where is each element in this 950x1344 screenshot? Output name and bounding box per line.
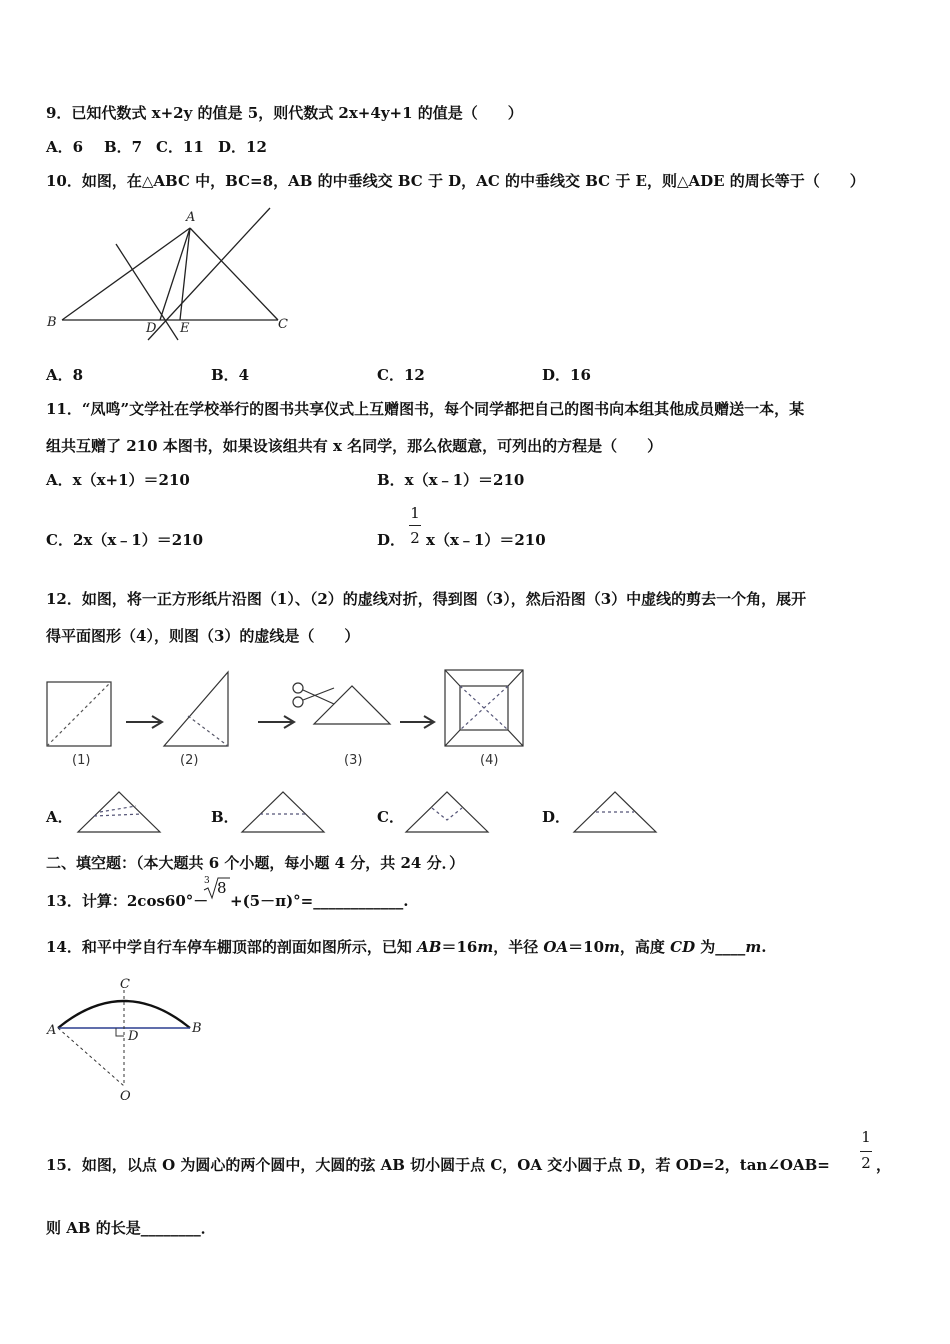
q10-label-d: D xyxy=(146,321,157,336)
q14-stem xyxy=(46,936,766,957)
q10-label-e: E xyxy=(180,321,190,336)
q9-option-c: C．11 xyxy=(156,138,204,156)
q10-label-b: B xyxy=(47,315,57,330)
q10-option-b: B．4 xyxy=(211,366,250,384)
q14-text-a: 14．和平中学自行车停车棚顶部的剖面如图所示，已知 xyxy=(46,938,418,956)
q11-option-d-prefix: D． xyxy=(377,531,406,549)
q10-label-c: C xyxy=(278,317,288,332)
q14-text-d: ＝10 xyxy=(568,938,605,956)
q11-option-a: A．x（x+1）＝210 xyxy=(46,471,190,489)
q11-option-c: C．2x（x﹣1）＝210 xyxy=(46,531,204,549)
section2-heading: 二、填空题：（本大题共 6 个小题，每小题 4 分，共 24 分．） xyxy=(46,854,465,872)
q12-fig2-dashed-line xyxy=(188,716,228,746)
q15-frac-numerator: 1 xyxy=(861,1128,871,1146)
q12-fig4-corner-bl xyxy=(445,730,460,746)
q15-frac-bar xyxy=(860,1151,872,1152)
q13-prefix: 13．计算：2cos60°－ xyxy=(46,892,209,910)
q15-line2: 则 AB 的长是________． xyxy=(46,1219,216,1237)
q10-stem: 10．如图，在△ABC 中，BC=8，AB 的中垂线交 BC 于 D，AC 的中垂线交 BC 于 E，则△ADE 的周长等于（ ） xyxy=(46,172,865,190)
q11-option-d-frac-numerator: 1 xyxy=(410,504,420,522)
q12-option-c-figure xyxy=(402,788,492,836)
q12-fig4-corner-tr xyxy=(508,670,523,686)
q12-option-d-label: D． xyxy=(542,808,571,826)
q10-option-d: D．16 xyxy=(542,366,591,384)
q11-option-b: B．x（x﹣1）＝210 xyxy=(377,471,525,489)
q12-option-b-label: B． xyxy=(211,808,239,826)
q10-triangle-figure xyxy=(44,206,290,346)
q12-fig4-corner-tl xyxy=(445,670,460,686)
q10-option-a: A．8 xyxy=(46,366,84,384)
q12-caption-4: (4) xyxy=(480,753,499,768)
q15-frac-denominator: 2 xyxy=(861,1154,871,1172)
q12-option-a-figure xyxy=(74,788,164,836)
q13-radicand: 8 xyxy=(217,879,227,897)
q12-option-d-figure xyxy=(570,788,660,836)
q12-caption-1: (1) xyxy=(72,753,91,768)
q14-radius-oa xyxy=(58,1028,124,1086)
q14-unit-m3: m xyxy=(745,938,762,956)
q12-stem-line1: 12．如图，将一正方形纸片沿图（1）、（2）的虚线对折，得到图（3），然后沿图（3）中虚线的剪去一个角，展开 xyxy=(46,590,807,608)
q12-caption-3: (3) xyxy=(344,753,363,768)
q10-segment-ab xyxy=(62,228,190,320)
q14-unit-m1: m xyxy=(477,938,494,956)
q11-option-d-frac-bar xyxy=(409,525,421,526)
q9-option-b: B．7 xyxy=(104,138,143,156)
q12-fig1-dashed-diagonal xyxy=(47,682,111,746)
q10-label-a: A xyxy=(186,210,196,225)
q14-var-ab: AB xyxy=(417,938,442,956)
q14-var-cd: CD xyxy=(670,938,696,956)
q12-option-b-figure xyxy=(238,788,328,836)
q14-text-c: ，半径 xyxy=(493,938,544,956)
q15-line1: 15．如图，以点 O 为圆心的两个圆中，大圆的弦 AB 切小圆于点 C，OA 交小圆于点 D，若 OD=2，tan∠OAB= xyxy=(46,1156,830,1174)
q12-folding-sequence-figure xyxy=(44,666,528,770)
q10-segment-ac xyxy=(190,228,278,320)
q12-fig4-corner-br xyxy=(508,730,523,746)
q15-line1-end: ， xyxy=(876,1156,892,1174)
q14-label-c: C xyxy=(120,977,130,992)
q14-label-b: B xyxy=(192,1021,202,1036)
q12-option-a-label: A． xyxy=(46,808,73,826)
scissors-icon xyxy=(293,683,334,707)
q14-label-d: D xyxy=(128,1029,139,1044)
q12-caption-2: (2) xyxy=(180,753,199,768)
q14-right-angle-mark xyxy=(116,1028,124,1036)
q9-option-a: A．6 xyxy=(46,138,84,156)
q14-label-a: A xyxy=(47,1023,57,1038)
q13-root-index: 3 xyxy=(204,876,210,886)
q11-option-d-frac-denominator: 2 xyxy=(410,529,420,547)
q14-unit-m2: m xyxy=(604,938,620,956)
q10-option-c: C．12 xyxy=(377,366,425,384)
q13-suffix: +(5－π)°=____________. xyxy=(230,892,409,910)
q14-arc-figure xyxy=(44,974,214,1106)
q11-stem-line2: 组共互赠了 210 本图书，如果设该组共有 x 名同学，那么依题意，可列出的方程是（ ） xyxy=(46,437,663,455)
q14-var-oa: OA xyxy=(543,938,569,956)
q12-option-c-label: C． xyxy=(377,808,404,826)
q11-stem-line1: 11．“凤鸣”文学社在学校举行的图书共享仪式上互赠图书，每个同学都把自己的图书向本组其他成员赠送一本，某 xyxy=(46,400,805,418)
q12-fig2-triangle xyxy=(164,672,228,746)
q14-text-f: 为____ xyxy=(695,938,746,956)
q14-text-e: ，高度 xyxy=(619,938,671,956)
q12-stem-line2: 得平面图形（4），则图（3）的虚线是（ ） xyxy=(46,627,360,645)
q14-text-g: . xyxy=(761,938,767,956)
q14-label-o: O xyxy=(120,1089,131,1104)
q14-text-b: ＝16 xyxy=(441,938,478,956)
q11-option-d-expression: x（x﹣1）＝210 xyxy=(426,531,546,549)
q9-stem: 9．已知代数式 x+2y 的值是 5，则代数式 2x+4y+1 的值是（ ） xyxy=(46,104,523,122)
q9-option-d: D．12 xyxy=(218,138,267,156)
